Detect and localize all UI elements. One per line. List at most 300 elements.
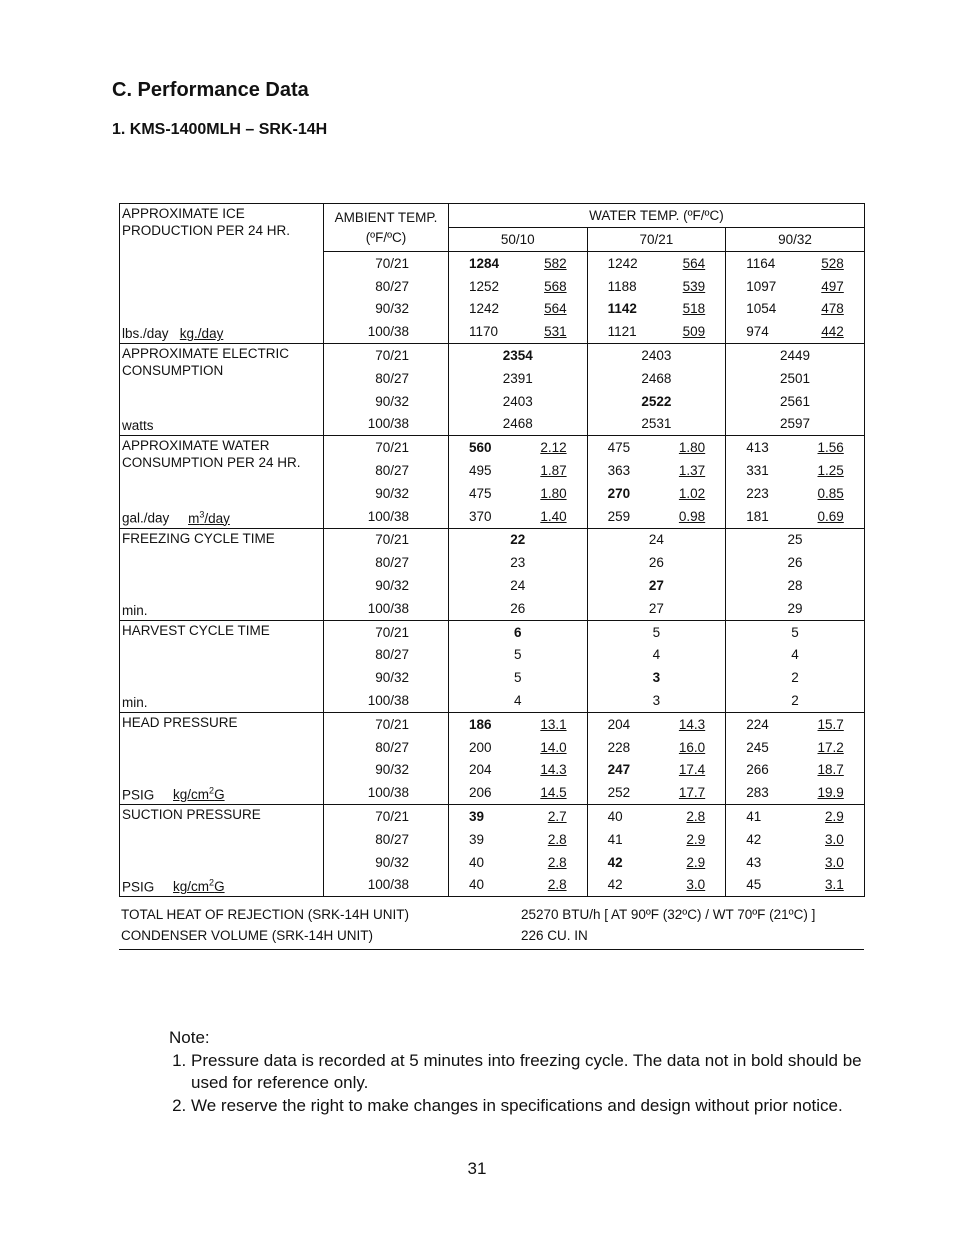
value-pair	[449, 509, 587, 524]
value-imperial: 1188	[607, 278, 637, 294]
section-label-cell	[120, 344, 324, 436]
value-pair	[726, 301, 864, 316]
value-cell	[587, 551, 726, 574]
value-single: 4	[652, 647, 661, 663]
ambient-temp-cell: 80/27	[324, 367, 449, 390]
value-pair	[726, 809, 864, 824]
value-pair	[588, 785, 726, 800]
ambient-temp-cell: 100/38	[324, 505, 449, 528]
value-pair	[449, 440, 587, 455]
value-metric: 18.7	[817, 762, 844, 778]
value-metric: 564	[682, 255, 706, 271]
ambient-temp-cell: 80/27	[324, 644, 449, 667]
unit-primary: min.	[122, 694, 148, 710]
value-pair	[588, 855, 726, 870]
data-row	[120, 712, 865, 735]
value-single: 27	[648, 600, 664, 616]
value-cell	[449, 298, 588, 321]
water-temp-col-2: 90/32	[726, 228, 865, 252]
value-cell	[587, 781, 726, 804]
value-imperial: 228	[607, 739, 631, 755]
performance-table	[119, 203, 865, 897]
value-imperial: 1242	[607, 255, 638, 271]
condenser-volume-row	[119, 925, 864, 946]
value-cell	[449, 551, 588, 574]
value-single: 2522	[641, 393, 672, 409]
value-pair	[449, 740, 587, 755]
unit-primary: watts	[122, 418, 154, 434]
value-metric: 0.98	[678, 508, 706, 524]
water-temp-header: WATER TEMP. (ºF/ºC)	[449, 204, 865, 228]
value-pair	[449, 324, 587, 339]
value-metric: 14.3	[540, 762, 567, 778]
value-pair	[588, 486, 726, 501]
value-pair	[726, 832, 864, 847]
value-cell	[587, 367, 726, 390]
value-metric: 1.80	[678, 440, 706, 456]
value-pair	[449, 855, 587, 870]
value-pair	[588, 832, 726, 847]
ambient-temp-cell: 100/38	[324, 874, 449, 897]
note-item: 2. We reserve the right to make changes in specifications and design without prior notice.	[191, 1095, 869, 1118]
value-cell	[587, 528, 726, 551]
value-metric: 3.0	[825, 831, 844, 847]
ambient-temp-cell: 80/27	[324, 551, 449, 574]
value-cell	[726, 367, 865, 390]
value-metric: 564	[544, 301, 567, 317]
value-imperial: 1252	[469, 278, 500, 294]
value-cell	[587, 597, 726, 620]
value-cell	[449, 390, 588, 413]
value-pair	[449, 785, 587, 800]
section-unit	[122, 694, 148, 711]
value-single: 29	[787, 600, 803, 616]
value-cell	[449, 644, 588, 667]
section-unit	[122, 783, 225, 804]
heat-rejection-label: TOTAL HEAT OF REJECTION (SRK-14H UNIT)	[121, 907, 410, 922]
page-title: C. Performance Data	[112, 79, 309, 101]
value-imperial: 43	[746, 854, 762, 870]
value-metric: 17.2	[817, 739, 844, 755]
value-metric: 19.9	[817, 785, 844, 801]
value-single: 27	[648, 578, 664, 594]
value-metric: 3.0	[686, 877, 706, 893]
value-pair	[449, 279, 587, 294]
note-heading: Note:	[169, 1028, 210, 1047]
section-label: APPROXIMATE WATER CONSUMPTION PER 24 HR.	[122, 438, 301, 471]
ambient-temp-cell: 100/38	[324, 781, 449, 804]
unit-primary: PSIG	[122, 879, 155, 895]
value-pair	[726, 324, 864, 339]
value-imperial: 1054	[746, 301, 777, 317]
value-cell	[587, 320, 726, 343]
section-unit	[122, 875, 225, 896]
value-metric: 539	[682, 278, 706, 294]
value-imperial: 181	[746, 508, 769, 524]
value-imperial: 41	[746, 809, 762, 825]
value-metric: 13.1	[540, 716, 567, 732]
value-cell	[587, 505, 726, 528]
value-metric: 2.9	[825, 809, 844, 825]
unit-primary: lbs./day	[122, 326, 169, 342]
heat-rejection-value: 25270 BTU/h [ AT 90ºF (32ºC) / WT 70ºF (21ºC) ]	[521, 907, 816, 922]
value-single: 26	[510, 600, 526, 616]
value-single: 22	[510, 532, 526, 548]
value-cell	[726, 805, 865, 828]
value-single: 23	[510, 555, 526, 571]
ambient-header-line1: AMBIENT TEMP.	[334, 210, 438, 225]
value-metric: 582	[544, 255, 567, 271]
value-pair	[449, 717, 587, 732]
value-imperial: 204	[607, 716, 631, 732]
ambient-temp-cell: 70/21	[324, 528, 449, 551]
value-cell	[726, 851, 865, 874]
value-imperial: 40	[469, 877, 485, 893]
ambient-temp-cell: 70/21	[324, 436, 449, 459]
value-cell	[726, 828, 865, 851]
value-pair	[588, 762, 726, 777]
value-cell	[726, 666, 865, 689]
value-imperial: 204	[469, 762, 492, 778]
value-single: 26	[787, 555, 803, 571]
value-imperial: 370	[469, 508, 492, 524]
value-imperial: 39	[469, 809, 485, 825]
value-cell	[449, 828, 588, 851]
value-single: 2	[791, 670, 799, 686]
value-cell	[726, 644, 865, 667]
note-list	[169, 1050, 869, 1118]
value-cell	[726, 574, 865, 597]
value-metric: 442	[821, 324, 844, 340]
value-cell	[726, 482, 865, 505]
value-cell	[726, 597, 865, 620]
value-pair	[588, 301, 726, 316]
value-cell	[449, 712, 588, 735]
value-cell	[587, 298, 726, 321]
value-imperial: 1097	[746, 278, 777, 294]
value-metric: 1.80	[540, 485, 567, 501]
value-cell	[587, 390, 726, 413]
value-metric: 2.7	[547, 809, 567, 825]
value-single: 5	[514, 647, 522, 663]
value-cell	[449, 320, 588, 343]
value-imperial: 1142	[607, 301, 637, 317]
section-label: HARVEST CYCLE TIME	[122, 622, 270, 638]
value-pair	[726, 440, 864, 455]
value-cell	[726, 436, 865, 459]
value-single: 2354	[502, 348, 533, 364]
value-single: 28	[787, 578, 803, 594]
value-cell	[449, 528, 588, 551]
value-metric: 15.7	[817, 716, 844, 732]
ambient-temp-cell: 70/21	[324, 252, 449, 275]
corner-label-cell: APPROXIMATE ICE PRODUCTION PER 24 HR.	[120, 204, 324, 252]
value-cell	[449, 759, 588, 782]
value-cell	[449, 436, 588, 459]
value-imperial: 270	[607, 485, 631, 501]
value-cell	[726, 320, 865, 343]
value-pair	[726, 509, 864, 524]
value-imperial: 475	[469, 485, 492, 501]
value-metric: 2.8	[547, 831, 567, 847]
ambient-header-cell	[324, 204, 449, 252]
value-cell	[449, 597, 588, 620]
value-pair	[588, 877, 726, 892]
value-pair	[449, 832, 587, 847]
value-cell	[587, 459, 726, 482]
value-pair	[726, 463, 864, 478]
value-pair	[588, 717, 726, 732]
value-pair	[588, 809, 726, 824]
value-cell	[587, 482, 726, 505]
value-single: 24	[648, 532, 664, 548]
section-label-cell	[120, 252, 324, 344]
value-cell	[726, 759, 865, 782]
ambient-temp-cell: 80/27	[324, 459, 449, 482]
value-cell	[449, 344, 588, 367]
unit-secondary: $kg/cm^2G$	[173, 785, 225, 803]
value-cell	[726, 344, 865, 367]
ambient-temp-cell: 70/21	[324, 344, 449, 367]
section-label: APPROXIMATE ELECTRIC CONSUMPTION	[122, 346, 290, 379]
section-label-cell	[120, 805, 324, 897]
value-metric: 2.8	[686, 809, 706, 825]
value-cell	[587, 805, 726, 828]
value-cell	[726, 505, 865, 528]
value-cell	[449, 482, 588, 505]
value-metric: 528	[821, 255, 844, 271]
value-pair	[726, 855, 864, 870]
value-single: 4	[514, 693, 522, 709]
ambient-temp-cell: 100/38	[324, 597, 449, 620]
value-metric: 2.12	[540, 440, 567, 456]
section-label: SUCTION PRESSURE	[122, 807, 261, 823]
value-single: 2403	[502, 393, 533, 409]
value-metric: 2.8	[547, 854, 567, 870]
value-cell	[726, 689, 865, 712]
value-single: 24	[510, 578, 526, 594]
value-pair	[588, 279, 726, 294]
ambient-temp-cell: 100/38	[324, 320, 449, 343]
ambient-temp-cell: 90/32	[324, 574, 449, 597]
value-cell	[449, 367, 588, 390]
water-temp-col-1: 70/21	[587, 228, 726, 252]
value-imperial: 266	[746, 762, 769, 778]
value-cell	[587, 828, 726, 851]
value-imperial: 1284	[469, 255, 500, 271]
value-cell	[449, 781, 588, 804]
value-cell	[449, 505, 588, 528]
value-cell	[726, 551, 865, 574]
value-imperial: 40	[607, 809, 623, 825]
value-single: 4	[791, 647, 799, 663]
ambient-temp-cell: 80/27	[324, 828, 449, 851]
value-cell	[726, 874, 865, 897]
value-imperial: 1242	[469, 301, 500, 317]
unit-primary: min.	[122, 602, 148, 618]
value-imperial: 495	[469, 463, 492, 479]
value-cell	[587, 252, 726, 275]
value-cell	[726, 736, 865, 759]
ambient-temp-cell: 100/38	[324, 413, 449, 436]
value-pair	[726, 877, 864, 892]
value-cell	[449, 275, 588, 298]
value-single: 2	[791, 693, 799, 709]
value-imperial: 283	[746, 785, 769, 801]
value-cell	[449, 252, 588, 275]
value-imperial: 206	[469, 785, 492, 801]
value-cell	[726, 528, 865, 551]
value-metric: 478	[821, 301, 844, 317]
value-imperial: 1170	[469, 324, 499, 340]
heat-rejection-row	[119, 904, 864, 925]
value-pair	[449, 256, 587, 271]
value-cell	[587, 620, 726, 643]
value-metric: 0.85	[817, 485, 844, 501]
ambient-temp-cell: 80/27	[324, 275, 449, 298]
data-row	[120, 528, 865, 551]
value-metric: 2.9	[686, 854, 706, 870]
data-row	[120, 344, 865, 367]
value-cell	[726, 275, 865, 298]
note-block	[169, 1027, 869, 1117]
value-cell	[587, 666, 726, 689]
condenser-volume-value: 226 CU. IN	[521, 928, 588, 943]
summary-block	[119, 904, 864, 950]
value-cell	[587, 574, 726, 597]
value-cell	[449, 851, 588, 874]
value-imperial: 224	[746, 716, 769, 732]
value-pair	[726, 785, 864, 800]
value-metric: 1.37	[678, 463, 706, 479]
value-cell	[587, 712, 726, 735]
data-row	[120, 252, 865, 275]
value-cell	[726, 459, 865, 482]
value-imperial: 413	[746, 440, 769, 456]
value-metric: 531	[544, 324, 567, 340]
value-pair	[449, 301, 587, 316]
value-cell	[449, 689, 588, 712]
value-cell	[449, 574, 588, 597]
note-item: 1. Pressure data is recorded at 5 minutes into freezing cycle. The data not in bold should be used for reference only.	[191, 1050, 869, 1095]
header-row	[120, 204, 865, 228]
section-unit	[122, 602, 148, 619]
value-single: 25	[787, 532, 803, 548]
section-label-cell	[120, 436, 324, 528]
section-label-cell	[120, 620, 324, 712]
value-metric: 17.7	[678, 785, 706, 801]
value-metric: 14.5	[540, 785, 567, 801]
value-imperial: 247	[607, 762, 631, 778]
value-pair	[449, 486, 587, 501]
value-metric: 17.4	[678, 762, 706, 778]
page-number: 31	[467, 1159, 487, 1178]
value-cell	[449, 736, 588, 759]
value-single: 2597	[779, 416, 811, 432]
value-imperial: 42	[607, 877, 623, 893]
ambient-temp-cell: 70/21	[324, 620, 449, 643]
value-cell	[726, 413, 865, 436]
value-pair	[588, 740, 726, 755]
value-metric: 3.1	[825, 877, 844, 893]
value-single: 2391	[502, 370, 533, 386]
value-metric: 1.40	[540, 508, 567, 524]
value-metric: 2.9	[686, 831, 706, 847]
value-single: 2449	[779, 348, 811, 364]
ambient-temp-cell: 90/32	[324, 390, 449, 413]
data-row	[120, 805, 865, 828]
unit-primary: gal./day	[122, 510, 170, 526]
section-subtitle: 1. KMS-1400MLH – SRK-14H	[112, 121, 328, 138]
value-cell	[726, 298, 865, 321]
ambient-temp-cell: 100/38	[324, 689, 449, 712]
value-metric: 497	[821, 278, 844, 294]
value-imperial: 475	[607, 440, 631, 456]
value-cell	[726, 620, 865, 643]
value-imperial: 245	[746, 739, 769, 755]
ambient-temp-cell: 80/27	[324, 736, 449, 759]
water-temp-col-0: 50/10	[449, 228, 588, 252]
data-row	[120, 436, 865, 459]
value-cell	[726, 712, 865, 735]
unit-secondary: kg./day	[179, 326, 224, 342]
value-pair	[449, 877, 587, 892]
value-pair	[726, 762, 864, 777]
section-label-cell	[120, 712, 324, 804]
value-cell	[587, 689, 726, 712]
value-metric: 509	[682, 324, 706, 340]
value-metric: 1.25	[817, 463, 844, 479]
value-pair	[726, 279, 864, 294]
value-metric: 14.3	[678, 716, 706, 732]
value-cell	[449, 805, 588, 828]
condenser-volume-label: CONDENSER VOLUME (SRK-14H UNIT)	[121, 928, 374, 943]
value-metric: 3.0	[825, 854, 844, 870]
value-imperial: 252	[607, 785, 631, 801]
value-imperial: 40	[469, 854, 485, 870]
value-cell	[587, 436, 726, 459]
value-cell	[587, 759, 726, 782]
value-imperial: 259	[607, 508, 631, 524]
value-metric: 14.0	[540, 739, 567, 755]
value-imperial: 363	[607, 463, 631, 479]
value-cell	[449, 459, 588, 482]
ambient-temp-cell: 70/21	[324, 712, 449, 735]
value-pair	[449, 463, 587, 478]
value-cell	[587, 344, 726, 367]
ambient-temp-cell: 90/32	[324, 759, 449, 782]
value-pair	[588, 324, 726, 339]
value-cell	[449, 666, 588, 689]
value-imperial: 41	[607, 831, 623, 847]
value-imperial: 39	[469, 831, 485, 847]
value-imperial: 42	[746, 831, 762, 847]
value-single: 5	[652, 624, 661, 640]
value-single: 2468	[641, 370, 672, 386]
value-imperial: 42	[607, 854, 623, 870]
value-cell	[587, 874, 726, 897]
value-imperial: 45	[746, 877, 762, 893]
data-row	[120, 620, 865, 643]
value-metric: 0.69	[817, 508, 844, 524]
value-single: 3	[652, 670, 661, 686]
value-cell	[587, 851, 726, 874]
section-label: FREEZING CYCLE TIME	[122, 530, 275, 546]
value-cell	[449, 620, 588, 643]
value-metric: 2.8	[547, 877, 567, 893]
value-pair	[726, 717, 864, 732]
value-single: 2531	[641, 416, 672, 432]
